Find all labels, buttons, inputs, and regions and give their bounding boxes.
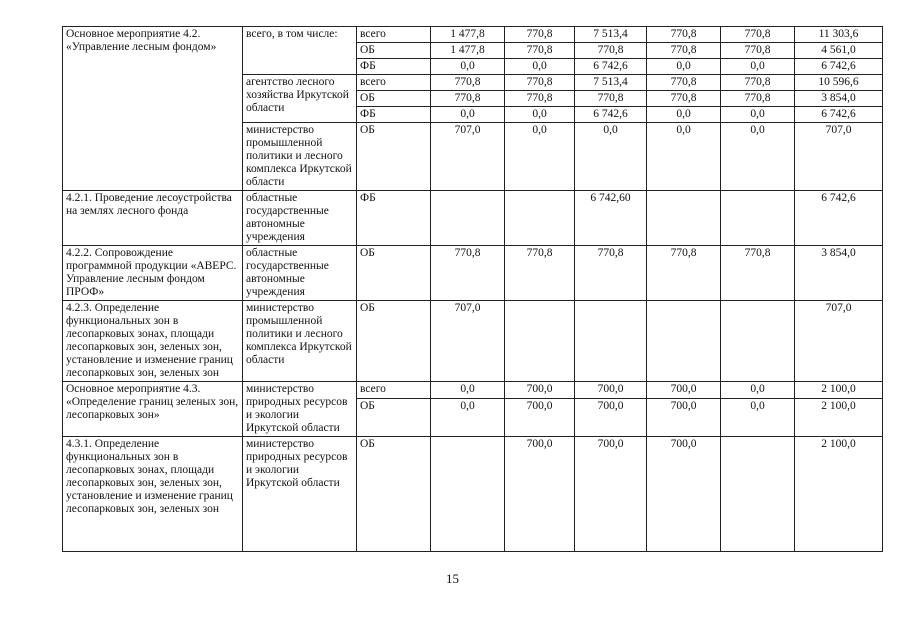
value-cell: 707,0 xyxy=(431,301,505,382)
value-cell: 770,8 xyxy=(505,91,575,107)
value-cell: 0,0 xyxy=(721,399,795,437)
value-cell: 0,0 xyxy=(721,382,795,399)
value-cell: 0,0 xyxy=(431,107,505,123)
value-cell: 0,0 xyxy=(431,382,505,399)
funding-source-cell: ОБ xyxy=(357,123,431,191)
funding-source-cell: ОБ xyxy=(357,246,431,301)
value-cell: 770,8 xyxy=(647,91,721,107)
value-cell: 770,8 xyxy=(575,43,647,59)
total-cell: 2 100,0 xyxy=(795,382,883,399)
value-cell: 770,8 xyxy=(647,246,721,301)
table-row xyxy=(63,27,883,43)
activity-name-cell: 4.2.2. Сопровождение программной продукции «АВЕРС. Управление лесным фондом ПРОФ» xyxy=(63,246,243,301)
total-cell: 4 561,0 xyxy=(795,43,883,59)
value-cell: 7 513,4 xyxy=(575,75,647,91)
funding-source-cell: всего xyxy=(357,382,431,399)
budget-table xyxy=(62,26,883,552)
total-cell: 2 100,0 xyxy=(795,399,883,437)
value-cell xyxy=(431,191,505,246)
value-cell: 1 477,8 xyxy=(431,27,505,43)
value-cell: 700,0 xyxy=(505,437,575,552)
value-cell: 700,0 xyxy=(575,437,647,552)
value-cell: 0,0 xyxy=(647,107,721,123)
value-cell xyxy=(647,301,721,382)
table-row xyxy=(63,382,883,399)
executor-cell: министерство промышленной политики и лесного комплекса Иркутской области xyxy=(243,301,357,382)
value-cell xyxy=(431,437,505,552)
value-cell: 6 742,6 xyxy=(575,107,647,123)
value-cell: 770,8 xyxy=(431,91,505,107)
activity-name-cell: Основное мероприятие 4.2. «Управление лесным фондом» xyxy=(63,27,243,191)
table-row xyxy=(63,301,883,382)
total-cell: 10 596,6 xyxy=(795,75,883,91)
activity-name-cell: Основное мероприятие 4.3. «Определение границ зеленых зон, лесопарковых зон» xyxy=(63,382,243,437)
value-cell: 770,8 xyxy=(721,27,795,43)
value-cell: 770,8 xyxy=(647,27,721,43)
executor-cell: всего, в том числе: xyxy=(243,27,357,75)
value-cell: 0,0 xyxy=(721,123,795,191)
executor-cell: министерство природных ресурсов и экологии Иркутской области xyxy=(243,437,357,552)
value-cell: 770,8 xyxy=(431,246,505,301)
total-cell: 6 742,6 xyxy=(795,59,883,75)
value-cell: 770,8 xyxy=(575,246,647,301)
value-cell: 770,8 xyxy=(721,43,795,59)
table-row xyxy=(63,437,883,552)
value-cell: 1 477,8 xyxy=(431,43,505,59)
funding-source-cell: ФБ xyxy=(357,107,431,123)
executor-cell: областные государственные автономные учреждения xyxy=(243,246,357,301)
executor-cell: областные государственные автономные учреждения xyxy=(243,191,357,246)
value-cell: 700,0 xyxy=(647,437,721,552)
value-cell: 0,0 xyxy=(505,59,575,75)
value-cell: 0,0 xyxy=(431,399,505,437)
value-cell: 0,0 xyxy=(647,123,721,191)
value-cell: 700,0 xyxy=(575,399,647,437)
value-cell: 770,8 xyxy=(505,246,575,301)
funding-source-cell: ФБ xyxy=(357,191,431,246)
value-cell: 770,8 xyxy=(721,75,795,91)
page-number: 15 xyxy=(446,571,459,586)
value-cell: 770,8 xyxy=(505,27,575,43)
total-cell: 707,0 xyxy=(795,301,883,382)
value-cell xyxy=(647,191,721,246)
value-cell: 770,8 xyxy=(505,75,575,91)
value-cell: 0,0 xyxy=(575,123,647,191)
value-cell: 0,0 xyxy=(431,59,505,75)
funding-source-cell: ФБ xyxy=(357,59,431,75)
value-cell: 770,8 xyxy=(647,75,721,91)
value-cell: 700,0 xyxy=(505,382,575,399)
value-cell xyxy=(721,301,795,382)
table-row xyxy=(63,246,883,301)
total-cell: 6 742,6 xyxy=(795,107,883,123)
value-cell: 7 513,4 xyxy=(575,27,647,43)
value-cell: 0,0 xyxy=(505,123,575,191)
executor-cell: министерство природных ресурсов и экологии Иркутской области xyxy=(243,382,357,437)
value-cell: 770,8 xyxy=(431,75,505,91)
value-cell: 770,8 xyxy=(647,43,721,59)
total-cell: 2 100,0 xyxy=(795,437,883,552)
total-cell: 3 854,0 xyxy=(795,246,883,301)
executor-cell: агентство лесного хозяйства Иркутской области xyxy=(243,75,357,123)
funding-source-cell: ОБ xyxy=(357,399,431,437)
funding-source-cell: ОБ xyxy=(357,91,431,107)
activity-name-cell: 4.2.3. Определение функциональных зон в лесопарковых зонах, площади лесопарковых зон, зеленых зон, установление и изменение границ лесопарковых зон, зеленых зон xyxy=(63,301,243,382)
total-cell: 6 742,6 xyxy=(795,191,883,246)
value-cell: 700,0 xyxy=(505,399,575,437)
value-cell: 0,0 xyxy=(721,59,795,75)
value-cell xyxy=(505,191,575,246)
funding-source-cell: ОБ xyxy=(357,43,431,59)
executor-cell: министерство промышленной политики и лесного комплекса Иркутской области xyxy=(243,123,357,191)
value-cell: 700,0 xyxy=(647,382,721,399)
value-cell: 700,0 xyxy=(647,399,721,437)
value-cell xyxy=(721,437,795,552)
funding-source-cell: всего xyxy=(357,27,431,43)
value-cell: 707,0 xyxy=(431,123,505,191)
value-cell: 770,8 xyxy=(721,246,795,301)
activity-name-cell: 4.3.1. Определение функциональных зон в лесопарковых зонах, площади лесопарковых зон, зеленых зон, установление и изменение границ лесопарковых зон, зеленых зон xyxy=(63,437,243,552)
value-cell: 0,0 xyxy=(647,59,721,75)
value-cell: 770,8 xyxy=(721,91,795,107)
total-cell: 11 303,6 xyxy=(795,27,883,43)
value-cell xyxy=(575,301,647,382)
funding-source-cell: всего xyxy=(357,75,431,91)
total-cell: 3 854,0 xyxy=(795,91,883,107)
activity-name-cell: 4.2.1. Проведение лесоустройства на землях лесного фонда xyxy=(63,191,243,246)
total-cell: 707,0 xyxy=(795,123,883,191)
value-cell: 0,0 xyxy=(721,107,795,123)
value-cell: 0,0 xyxy=(505,107,575,123)
funding-source-cell: ОБ xyxy=(357,437,431,552)
value-cell xyxy=(721,191,795,246)
value-cell: 6 742,60 xyxy=(575,191,647,246)
funding-source-cell: ОБ xyxy=(357,301,431,382)
value-cell: 770,8 xyxy=(505,43,575,59)
table-row xyxy=(63,191,883,246)
value-cell: 770,8 xyxy=(575,91,647,107)
value-cell: 700,0 xyxy=(575,382,647,399)
value-cell: 6 742,6 xyxy=(575,59,647,75)
value-cell xyxy=(505,301,575,382)
